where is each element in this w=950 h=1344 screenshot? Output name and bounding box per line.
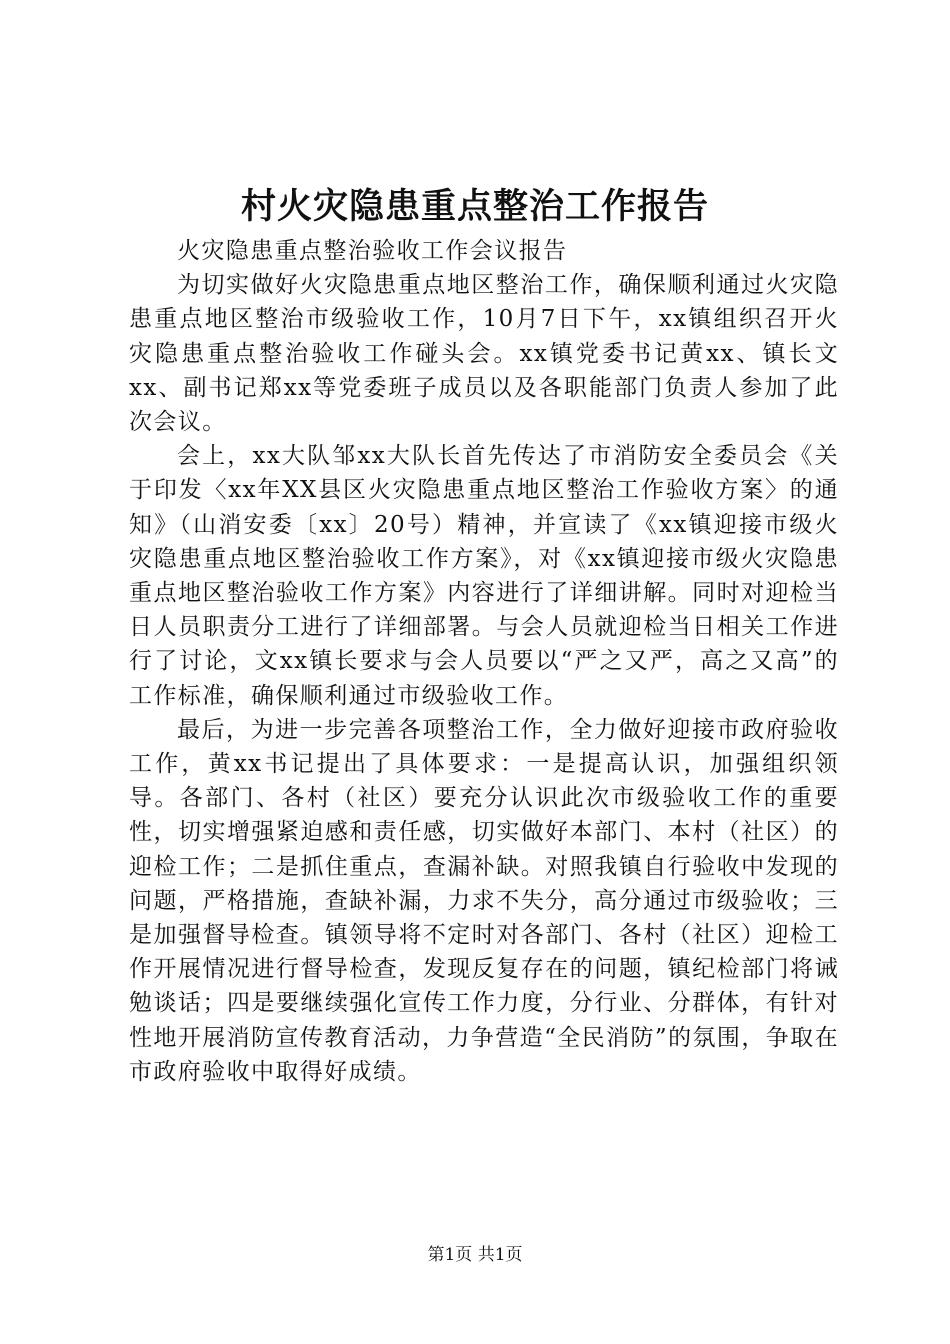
page-footer: 第1页 共1页 (427, 1245, 523, 1265)
document-subtitle: 火灾隐患重点整治验收工作会议报告 (177, 238, 568, 264)
paragraph-1: 为切实做好火灾隐患重点地区整治工作，确保顺利通过火灾隐患重点地区整治市级验收工作，10月7日下午，xx镇组织召开火灾隐患重点整治验收工作碰头会。xx镇党委书记黄xx、镇长文xx、副书记郑xx等党委班子成员以及各职能部门负责人参加了此次会议。 (129, 272, 839, 436)
paragraph-2: 会上，xx大队邹xx大队长首先传达了市消防安全委员会《关于印发〈xx年XX县区火灾隐患重点地区整治工作验收方案〉的通知》（山消安委〔xx〕20号）精神，并宣读了《xx镇迎接市级火灾隐患重点地区整治验收工作方案》，对《xx镇迎接市级火灾隐患重点地区整治验收工作方案》内容进行了详细讲解。同时对迎检当日人员职责分工进行了详细部署。与会人员就迎检当日相关工作进行了讨论，文xx镇长要求与会人员要以“严之又严，高之又高”的工作标准，确保顺利通过市级验收工作。 (129, 443, 839, 709)
document-title: 村火灾隐患重点整治工作报告 (240, 186, 709, 227)
document-body (129, 234, 839, 1089)
paragraph-3: 最后，为进一步完善各项整治工作，全力做好迎接市政府验收工作，黄xx书记提出了具体要求：一是提高认识，加强组织领导。各部门、各村（社区）要充分认识此次市级验收工作的重要性，切实增强紧迫感和责任感，切实做好本部门、本村（社区）的迎检工作；二是抓住重点，查漏补缺。对照我镇自行验收中发现的问题，严格措施，查缺补漏，力求不失分，高分通过市级验收；三是加强督导检查。镇领导将不定时对各部门、各村（社区）迎检工作开展情况进行督导检查，发现反复存在的问题，镇纪检部门将诫勉谈话；四是要继续强化宣传工作力度，分行业、分群体，有针对性地开展消防宣传教育活动，力争营造“全民消防”的氛围，争取在市政府验收中取得好成绩。 (129, 716, 839, 1085)
